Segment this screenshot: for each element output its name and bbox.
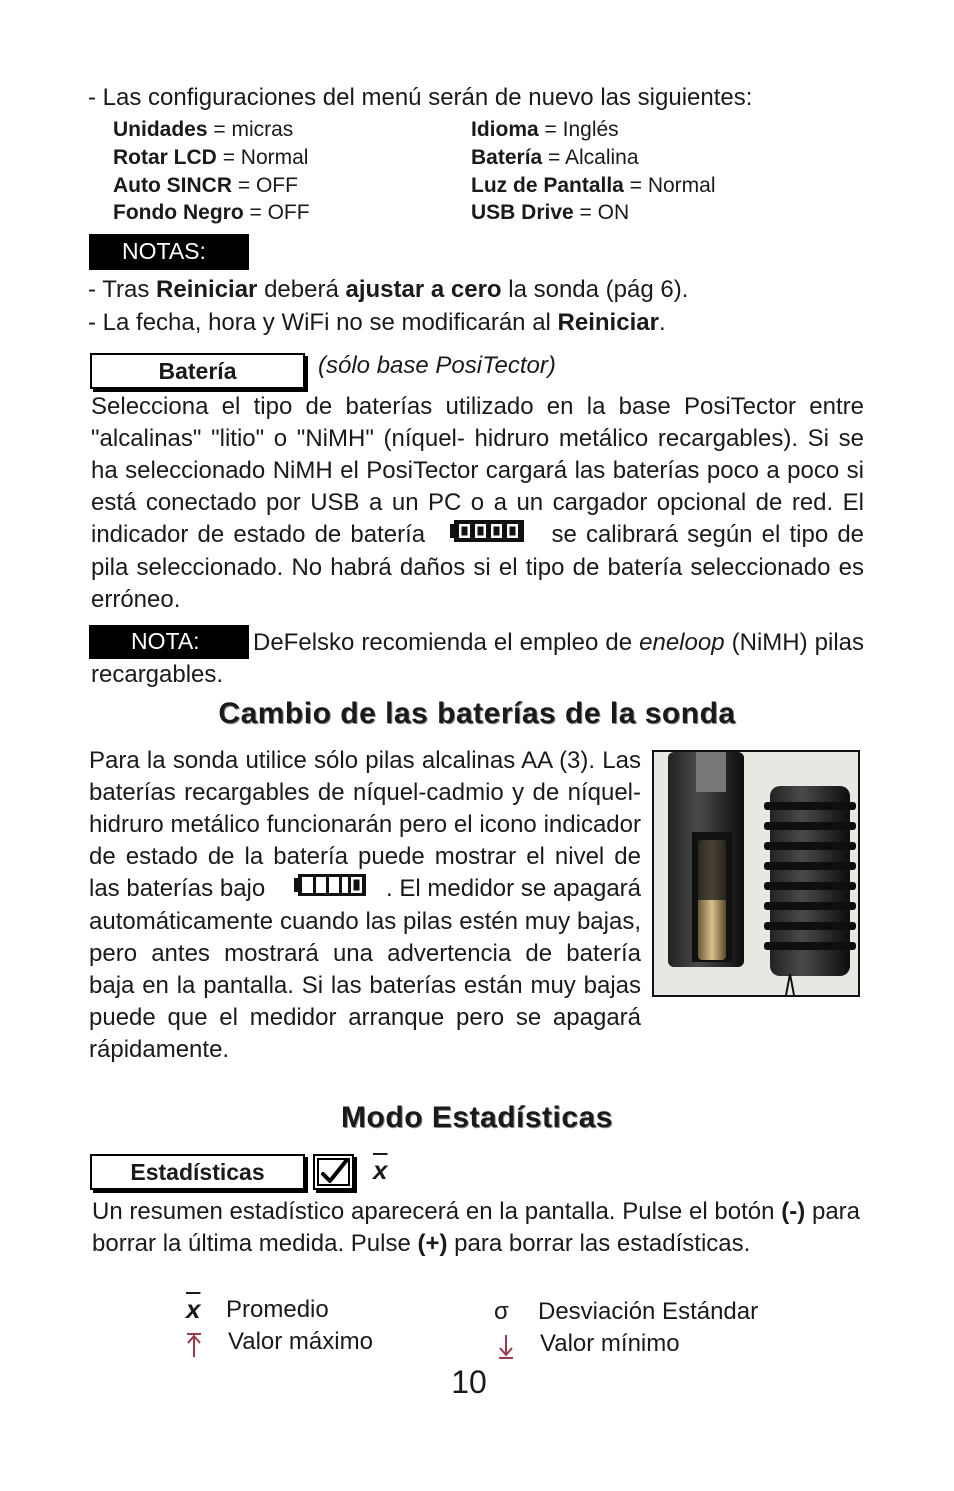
setting-auto-sync: Auto SINCR = OFF bbox=[113, 174, 298, 197]
note-date-time: - La fecha, hora y WiFi no se modificarán al Reiniciar. bbox=[88, 309, 666, 336]
mean-symbol-icon: $\overline{x}$ bbox=[373, 1155, 388, 1185]
note-reset-probe: - Tras Reiniciar deberá ajustar a cero la sonda (pág 6). bbox=[88, 276, 689, 303]
notes-label: NOTAS: bbox=[89, 234, 249, 270]
nota-label: NOTA: bbox=[89, 625, 249, 659]
setting-usb-drive: USB Drive = ON bbox=[471, 201, 630, 224]
checkmark-icon bbox=[313, 1154, 354, 1190]
probe-batteries-heading: Cambio de las baterías de la sonda bbox=[218, 697, 736, 730]
mean-icon: $\overline{x}$ bbox=[186, 1294, 201, 1324]
legend-min-label: Valor mínimo bbox=[540, 1330, 680, 1357]
statistics-heading: Modo Estadísticas bbox=[341, 1101, 613, 1134]
statistics-menu-label: Estadísticas bbox=[90, 1154, 305, 1190]
statistics-paragraph: Un resumen estadístico aparecerá en la pantalla. Pulse el botón (-) para borrar la última medida. Pulse (+) para borrar las estadísticas. bbox=[92, 1198, 861, 1257]
setting-language: Idioma = Inglés bbox=[471, 118, 619, 141]
battery-full-icon bbox=[450, 519, 526, 552]
probe-paragraph: Para la sonda utilice sólo pilas alcalinas AA (3). Las baterías recargables de níquel-cadmio y de níquel- hidruro metálico funcionarán pero el icono indicador de estado de la batería puede mostrar el nivel de las baterías bajo . El medidor se apagará automáticamente cuando las pilas estén muy bajas, pero antes mostrará una advertencia de batería baja en la pantalla. Si las baterías están muy bajas puede que el medidor arranque pero se apagará rápidamente. bbox=[89, 747, 642, 1064]
setting-backlight: Luz de Pantalla = Normal bbox=[471, 174, 716, 197]
min-arrow-icon bbox=[496, 1333, 516, 1366]
legend-mean-label: Promedio bbox=[226, 1296, 329, 1323]
setting-rotate-lcd: Rotar LCD = Normal bbox=[113, 146, 309, 169]
battery-paragraph: Selecciona el tipo de baterías utilizado en la base PosiTector entre "alcalinas" "litio" o "NiMH" (níquel- hidruro metálico recargables). Si se ha seleccionado NiMH el PosiTector cargará las baterías poco a poco si está conectado por USB a un PC o a un cargador opcional de red. El indicador de estado de batería se calibrará según el tipo de pila seleccionado. No habrá daños si el tipo de batería seleccionado es erróneo. bbox=[91, 393, 865, 614]
probe-photo bbox=[652, 750, 860, 997]
legend-stddev-label: Desviación Estándar bbox=[538, 1298, 759, 1325]
battery-low-icon bbox=[294, 873, 368, 906]
nota-text: DeFelsko recomienda el empleo de eneloop (NiMH) pilas recargables. bbox=[91, 629, 865, 688]
intro-line: - Las configuraciones del menú serán de nuevo las siguientes: bbox=[88, 84, 753, 111]
setting-black-bg: Fondo Negro = OFF bbox=[113, 201, 310, 224]
max-arrow-icon bbox=[184, 1331, 204, 1364]
battery-menu-label: Batería bbox=[90, 353, 305, 389]
battery-menu-note: (sólo base PosiTector) bbox=[318, 352, 556, 379]
legend-max-label: Valor máximo bbox=[228, 1328, 373, 1355]
setting-battery: Batería = Alcalina bbox=[471, 146, 639, 169]
sigma-icon: σ bbox=[494, 1298, 509, 1325]
page-number: 10 bbox=[451, 1364, 487, 1400]
setting-units: Unidades = micras bbox=[113, 118, 294, 141]
